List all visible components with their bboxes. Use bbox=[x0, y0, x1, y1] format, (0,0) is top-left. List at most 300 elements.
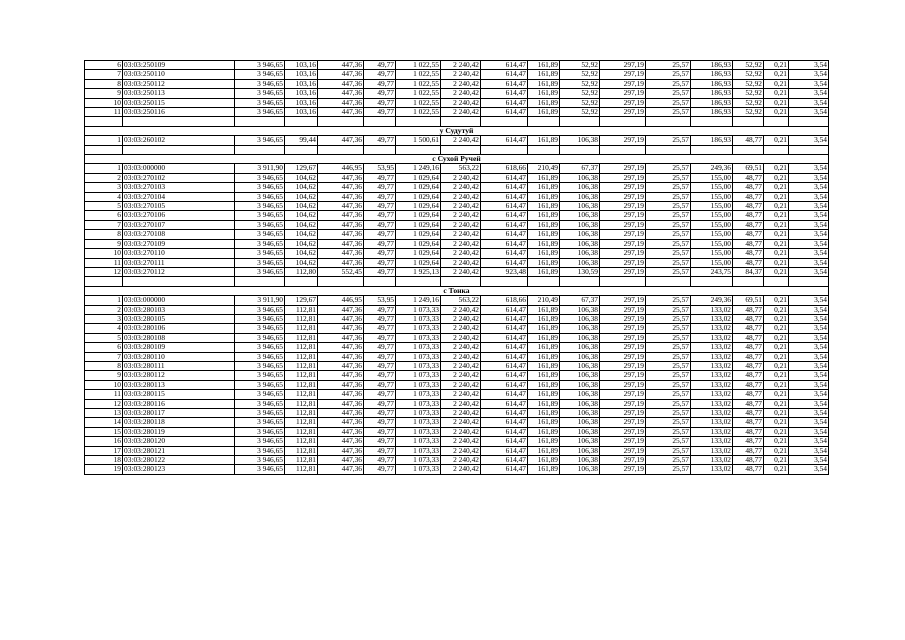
value-cell: 2 240,42 bbox=[441, 61, 481, 70]
value-cell: 447,36 bbox=[318, 465, 364, 474]
empty-cell bbox=[123, 277, 235, 286]
value-cell: 614,47 bbox=[481, 418, 528, 427]
cadastral-code-cell: 03:03:270110 bbox=[123, 249, 235, 258]
empty-cell bbox=[364, 117, 396, 126]
value-cell: 130,59 bbox=[560, 267, 600, 276]
value-cell: 52,92 bbox=[733, 61, 764, 70]
value-cell: 3 946,65 bbox=[235, 446, 285, 455]
value-cell: 2 240,42 bbox=[441, 456, 481, 465]
empty-cell bbox=[318, 117, 364, 126]
value-cell: 106,38 bbox=[560, 437, 600, 446]
value-cell: 2 240,42 bbox=[441, 173, 481, 182]
value-cell: 161,89 bbox=[528, 89, 560, 98]
value-cell: 2 240,42 bbox=[441, 324, 481, 333]
value-cell: 52,92 bbox=[560, 70, 600, 79]
value-cell: 447,36 bbox=[318, 70, 364, 79]
value-cell: 447,36 bbox=[318, 61, 364, 70]
value-cell: 2 240,42 bbox=[441, 183, 481, 192]
value-cell: 614,47 bbox=[481, 211, 528, 220]
value-cell: 0,21 bbox=[764, 70, 789, 79]
empty-cell bbox=[691, 117, 733, 126]
value-cell: 161,89 bbox=[528, 136, 560, 145]
value-cell: 161,89 bbox=[528, 305, 560, 314]
value-cell: 447,36 bbox=[318, 408, 364, 417]
value-cell: 3,54 bbox=[789, 249, 829, 258]
empty-cell bbox=[123, 145, 235, 154]
value-cell: 2 240,42 bbox=[441, 239, 481, 248]
empty-cell bbox=[691, 277, 733, 286]
value-cell: 161,89 bbox=[528, 202, 560, 211]
spacer-row bbox=[85, 145, 829, 154]
value-cell: 103,16 bbox=[285, 98, 318, 107]
value-cell: 49,77 bbox=[364, 136, 396, 145]
value-cell: 2 240,42 bbox=[441, 343, 481, 352]
value-cell: 3 946,65 bbox=[235, 314, 285, 323]
value-cell: 2 240,42 bbox=[441, 352, 481, 361]
value-cell: 0,21 bbox=[764, 399, 789, 408]
value-cell: 49,77 bbox=[364, 314, 396, 323]
value-cell: 447,36 bbox=[318, 333, 364, 342]
row-number-cell: 7 bbox=[85, 220, 123, 229]
value-cell: 48,77 bbox=[733, 399, 764, 408]
value-cell: 0,21 bbox=[764, 390, 789, 399]
value-cell: 1 029,64 bbox=[396, 183, 441, 192]
value-cell: 1 029,64 bbox=[396, 258, 441, 267]
row-number-cell: 11 bbox=[85, 108, 123, 117]
value-cell: 614,47 bbox=[481, 108, 528, 117]
value-cell: 112,81 bbox=[285, 446, 318, 455]
empty-cell bbox=[123, 117, 235, 126]
value-cell: 25,57 bbox=[646, 267, 691, 276]
empty-cell bbox=[733, 277, 764, 286]
value-cell: 297,19 bbox=[600, 427, 646, 436]
value-cell: 133,02 bbox=[691, 333, 733, 342]
value-cell: 3,54 bbox=[789, 164, 829, 173]
value-cell: 48,77 bbox=[733, 305, 764, 314]
value-cell: 155,00 bbox=[691, 183, 733, 192]
value-cell: 25,57 bbox=[646, 305, 691, 314]
value-cell: 69,51 bbox=[733, 296, 764, 305]
value-cell: 104,62 bbox=[285, 211, 318, 220]
value-cell: 447,36 bbox=[318, 136, 364, 145]
table-row bbox=[85, 408, 829, 417]
value-cell: 1 073,33 bbox=[396, 390, 441, 399]
empty-cell bbox=[85, 145, 123, 154]
empty-cell bbox=[528, 145, 560, 154]
row-number-cell: 4 bbox=[85, 192, 123, 201]
cadastral-code-cell: 03:03:280118 bbox=[123, 418, 235, 427]
value-cell: 48,77 bbox=[733, 361, 764, 370]
value-cell: 297,19 bbox=[600, 79, 646, 88]
value-cell: 447,36 bbox=[318, 437, 364, 446]
value-cell: 1 022,55 bbox=[396, 79, 441, 88]
value-cell: 614,47 bbox=[481, 249, 528, 258]
value-cell: 161,89 bbox=[528, 380, 560, 389]
value-cell: 563,22 bbox=[441, 296, 481, 305]
value-cell: 614,47 bbox=[481, 446, 528, 455]
empty-cell bbox=[733, 117, 764, 126]
value-cell: 25,57 bbox=[646, 437, 691, 446]
value-cell: 48,77 bbox=[733, 136, 764, 145]
value-cell: 614,47 bbox=[481, 79, 528, 88]
value-cell: 25,57 bbox=[646, 446, 691, 455]
value-cell: 25,57 bbox=[646, 173, 691, 182]
row-number-cell: 3 bbox=[85, 183, 123, 192]
value-cell: 155,00 bbox=[691, 249, 733, 258]
value-cell: 1 073,33 bbox=[396, 343, 441, 352]
value-cell: 161,89 bbox=[528, 239, 560, 248]
value-cell: 48,77 bbox=[733, 390, 764, 399]
value-cell: 161,89 bbox=[528, 437, 560, 446]
section-title: у Судутуй bbox=[85, 126, 829, 135]
table-row bbox=[85, 70, 829, 79]
table-row bbox=[85, 296, 829, 305]
value-cell: 48,77 bbox=[733, 371, 764, 380]
empty-cell bbox=[396, 117, 441, 126]
row-number-cell: 16 bbox=[85, 437, 123, 446]
value-cell: 2 240,42 bbox=[441, 267, 481, 276]
table-row bbox=[85, 427, 829, 436]
row-number-cell: 19 bbox=[85, 465, 123, 474]
row-number-cell: 15 bbox=[85, 427, 123, 436]
value-cell: 112,81 bbox=[285, 465, 318, 474]
table-row bbox=[85, 333, 829, 342]
value-cell: 3 946,65 bbox=[235, 249, 285, 258]
value-cell: 25,57 bbox=[646, 192, 691, 201]
row-number-cell: 10 bbox=[85, 380, 123, 389]
value-cell: 2 240,42 bbox=[441, 314, 481, 323]
value-cell: 0,21 bbox=[764, 239, 789, 248]
value-cell: 614,47 bbox=[481, 427, 528, 436]
value-cell: 447,36 bbox=[318, 173, 364, 182]
cadastral-code-cell: 03:03:250116 bbox=[123, 108, 235, 117]
value-cell: 1 073,33 bbox=[396, 352, 441, 361]
value-cell: 48,77 bbox=[733, 202, 764, 211]
value-cell: 25,57 bbox=[646, 380, 691, 389]
value-cell: 3 946,65 bbox=[235, 192, 285, 201]
empty-cell bbox=[481, 117, 528, 126]
table-row bbox=[85, 220, 829, 229]
value-cell: 48,77 bbox=[733, 183, 764, 192]
value-cell: 2 240,42 bbox=[441, 380, 481, 389]
value-cell: 297,19 bbox=[600, 249, 646, 258]
table-row bbox=[85, 343, 829, 352]
row-number-cell: 5 bbox=[85, 333, 123, 342]
table-row bbox=[85, 390, 829, 399]
value-cell: 614,47 bbox=[481, 371, 528, 380]
value-cell: 297,19 bbox=[600, 408, 646, 417]
value-cell: 133,02 bbox=[691, 427, 733, 436]
value-cell: 133,02 bbox=[691, 314, 733, 323]
value-cell: 614,47 bbox=[481, 305, 528, 314]
value-cell: 3 946,65 bbox=[235, 427, 285, 436]
row-number-cell: 1 bbox=[85, 164, 123, 173]
cadastral-code-cell: 03:03:270111 bbox=[123, 258, 235, 267]
value-cell: 25,57 bbox=[646, 230, 691, 239]
value-cell: 3 946,65 bbox=[235, 239, 285, 248]
value-cell: 48,77 bbox=[733, 437, 764, 446]
value-cell: 186,93 bbox=[691, 98, 733, 107]
value-cell: 3 946,65 bbox=[235, 108, 285, 117]
value-cell: 3,54 bbox=[789, 371, 829, 380]
table-body bbox=[85, 61, 829, 475]
value-cell: 3,54 bbox=[789, 296, 829, 305]
value-cell: 1 022,55 bbox=[396, 61, 441, 70]
value-cell: 3,54 bbox=[789, 230, 829, 239]
value-cell: 3 946,65 bbox=[235, 136, 285, 145]
value-cell: 3,54 bbox=[789, 390, 829, 399]
value-cell: 614,47 bbox=[481, 258, 528, 267]
value-cell: 112,81 bbox=[285, 437, 318, 446]
value-cell: 161,89 bbox=[528, 343, 560, 352]
empty-cell bbox=[691, 145, 733, 154]
value-cell: 186,93 bbox=[691, 136, 733, 145]
value-cell: 3 946,65 bbox=[235, 258, 285, 267]
value-cell: 49,77 bbox=[364, 239, 396, 248]
value-cell: 3 946,65 bbox=[235, 173, 285, 182]
value-cell: 3,54 bbox=[789, 211, 829, 220]
value-cell: 106,38 bbox=[560, 220, 600, 229]
value-cell: 161,89 bbox=[528, 108, 560, 117]
value-cell: 297,19 bbox=[600, 380, 646, 389]
value-cell: 3 946,65 bbox=[235, 371, 285, 380]
value-cell: 2 240,42 bbox=[441, 98, 481, 107]
value-cell: 106,38 bbox=[560, 371, 600, 380]
value-cell: 1 029,64 bbox=[396, 192, 441, 201]
value-cell: 3 946,65 bbox=[235, 211, 285, 220]
empty-cell bbox=[646, 277, 691, 286]
value-cell: 0,21 bbox=[764, 136, 789, 145]
cadastral-code-cell: 03:03:270107 bbox=[123, 220, 235, 229]
value-cell: 161,89 bbox=[528, 324, 560, 333]
cadastral-code-cell: 03:03:280105 bbox=[123, 314, 235, 323]
value-cell: 133,02 bbox=[691, 380, 733, 389]
value-cell: 297,19 bbox=[600, 465, 646, 474]
empty-cell bbox=[733, 145, 764, 154]
value-cell: 161,89 bbox=[528, 79, 560, 88]
value-cell: 49,77 bbox=[364, 183, 396, 192]
value-cell: 0,21 bbox=[764, 465, 789, 474]
value-cell: 49,77 bbox=[364, 324, 396, 333]
value-cell: 0,21 bbox=[764, 173, 789, 182]
document-page bbox=[84, 60, 828, 475]
cadastral-code-cell: 03:03:250115 bbox=[123, 98, 235, 107]
value-cell: 614,47 bbox=[481, 408, 528, 417]
value-cell: 297,19 bbox=[600, 371, 646, 380]
value-cell: 3 946,65 bbox=[235, 70, 285, 79]
value-cell: 106,38 bbox=[560, 314, 600, 323]
value-cell: 0,21 bbox=[764, 249, 789, 258]
value-cell: 1 073,33 bbox=[396, 465, 441, 474]
value-cell: 297,19 bbox=[600, 399, 646, 408]
value-cell: 106,38 bbox=[560, 446, 600, 455]
value-cell: 447,36 bbox=[318, 305, 364, 314]
value-cell: 297,19 bbox=[600, 98, 646, 107]
value-cell: 161,89 bbox=[528, 408, 560, 417]
value-cell: 25,57 bbox=[646, 361, 691, 370]
value-cell: 48,77 bbox=[733, 333, 764, 342]
empty-cell bbox=[364, 277, 396, 286]
value-cell: 3 946,65 bbox=[235, 183, 285, 192]
value-cell: 297,19 bbox=[600, 70, 646, 79]
empty-cell bbox=[560, 277, 600, 286]
value-cell: 48,77 bbox=[733, 408, 764, 417]
value-cell: 25,57 bbox=[646, 164, 691, 173]
value-cell: 48,77 bbox=[733, 465, 764, 474]
value-cell: 133,02 bbox=[691, 437, 733, 446]
value-cell: 1 073,33 bbox=[396, 305, 441, 314]
value-cell: 99,44 bbox=[285, 136, 318, 145]
cadastral-code-cell: 03:03:270106 bbox=[123, 211, 235, 220]
cadastral-code-cell: 03:03:280103 bbox=[123, 305, 235, 314]
value-cell: 0,21 bbox=[764, 192, 789, 201]
value-cell: 1 029,64 bbox=[396, 249, 441, 258]
value-cell: 614,47 bbox=[481, 361, 528, 370]
value-cell: 49,77 bbox=[364, 61, 396, 70]
value-cell: 0,21 bbox=[764, 343, 789, 352]
value-cell: 49,77 bbox=[364, 173, 396, 182]
value-cell: 297,19 bbox=[600, 61, 646, 70]
value-cell: 3,54 bbox=[789, 136, 829, 145]
cadastral-code-cell: 03:03:280108 bbox=[123, 333, 235, 342]
value-cell: 2 240,42 bbox=[441, 136, 481, 145]
value-cell: 3,54 bbox=[789, 258, 829, 267]
value-cell: 447,36 bbox=[318, 371, 364, 380]
value-cell: 112,81 bbox=[285, 343, 318, 352]
value-cell: 614,47 bbox=[481, 192, 528, 201]
value-cell: 2 240,42 bbox=[441, 305, 481, 314]
spacer-row bbox=[85, 277, 829, 286]
value-cell: 2 240,42 bbox=[441, 202, 481, 211]
value-cell: 0,21 bbox=[764, 408, 789, 417]
value-cell: 243,75 bbox=[691, 267, 733, 276]
value-cell: 25,57 bbox=[646, 352, 691, 361]
value-cell: 3 946,65 bbox=[235, 418, 285, 427]
cadastral-code-cell: 03:03:280109 bbox=[123, 343, 235, 352]
row-number-cell: 1 bbox=[85, 296, 123, 305]
empty-cell bbox=[789, 277, 829, 286]
value-cell: 48,77 bbox=[733, 220, 764, 229]
value-cell: 112,81 bbox=[285, 324, 318, 333]
value-cell: 0,21 bbox=[764, 211, 789, 220]
value-cell: 618,66 bbox=[481, 296, 528, 305]
value-cell: 133,02 bbox=[691, 352, 733, 361]
value-cell: 0,21 bbox=[764, 220, 789, 229]
value-cell: 3 946,65 bbox=[235, 202, 285, 211]
value-cell: 1 022,55 bbox=[396, 98, 441, 107]
value-cell: 104,62 bbox=[285, 220, 318, 229]
value-cell: 2 240,42 bbox=[441, 427, 481, 436]
value-cell: 614,47 bbox=[481, 202, 528, 211]
table-row bbox=[85, 399, 829, 408]
value-cell: 103,16 bbox=[285, 108, 318, 117]
value-cell: 614,47 bbox=[481, 343, 528, 352]
tariff-table bbox=[84, 60, 829, 475]
empty-cell bbox=[318, 277, 364, 286]
value-cell: 3 946,65 bbox=[235, 437, 285, 446]
empty-cell bbox=[481, 145, 528, 154]
table-row bbox=[85, 89, 829, 98]
empty-cell bbox=[318, 145, 364, 154]
table-row bbox=[85, 79, 829, 88]
row-number-cell: 9 bbox=[85, 89, 123, 98]
cadastral-code-cell: 03:03:270112 bbox=[123, 267, 235, 276]
empty-cell bbox=[560, 117, 600, 126]
empty-cell bbox=[85, 277, 123, 286]
value-cell: 155,00 bbox=[691, 192, 733, 201]
value-cell: 25,57 bbox=[646, 89, 691, 98]
value-cell: 2 240,42 bbox=[441, 418, 481, 427]
value-cell: 103,16 bbox=[285, 61, 318, 70]
value-cell: 48,77 bbox=[733, 324, 764, 333]
value-cell: 0,21 bbox=[764, 183, 789, 192]
value-cell: 1 073,33 bbox=[396, 427, 441, 436]
value-cell: 2 240,42 bbox=[441, 79, 481, 88]
row-number-cell: 8 bbox=[85, 79, 123, 88]
value-cell: 3 946,65 bbox=[235, 98, 285, 107]
value-cell: 2 240,42 bbox=[441, 211, 481, 220]
value-cell: 25,57 bbox=[646, 390, 691, 399]
value-cell: 112,81 bbox=[285, 361, 318, 370]
value-cell: 447,36 bbox=[318, 192, 364, 201]
cadastral-code-cell: 03:03:250109 bbox=[123, 61, 235, 70]
value-cell: 106,38 bbox=[560, 418, 600, 427]
table-row bbox=[85, 380, 829, 389]
value-cell: 186,93 bbox=[691, 108, 733, 117]
empty-cell bbox=[789, 145, 829, 154]
value-cell: 49,77 bbox=[364, 418, 396, 427]
table-row bbox=[85, 361, 829, 370]
value-cell: 49,77 bbox=[364, 70, 396, 79]
value-cell: 25,57 bbox=[646, 456, 691, 465]
value-cell: 133,02 bbox=[691, 305, 733, 314]
empty-cell bbox=[285, 277, 318, 286]
value-cell: 49,77 bbox=[364, 98, 396, 107]
value-cell: 0,21 bbox=[764, 267, 789, 276]
value-cell: 447,36 bbox=[318, 324, 364, 333]
value-cell: 52,92 bbox=[733, 108, 764, 117]
value-cell: 49,77 bbox=[364, 399, 396, 408]
row-number-cell: 1 bbox=[85, 136, 123, 145]
value-cell: 133,02 bbox=[691, 399, 733, 408]
value-cell: 106,38 bbox=[560, 305, 600, 314]
empty-cell bbox=[528, 277, 560, 286]
value-cell: 2 240,42 bbox=[441, 220, 481, 229]
value-cell: 106,38 bbox=[560, 380, 600, 389]
value-cell: 112,81 bbox=[285, 352, 318, 361]
section-title: с Сухой Ручей bbox=[85, 155, 829, 164]
table-row bbox=[85, 418, 829, 427]
empty-cell bbox=[364, 145, 396, 154]
value-cell: 618,66 bbox=[481, 164, 528, 173]
value-cell: 0,21 bbox=[764, 324, 789, 333]
empty-cell bbox=[441, 145, 481, 154]
value-cell: 3,54 bbox=[789, 267, 829, 276]
value-cell: 1 073,33 bbox=[396, 314, 441, 323]
table-row bbox=[85, 437, 829, 446]
value-cell: 25,57 bbox=[646, 220, 691, 229]
value-cell: 1 029,64 bbox=[396, 239, 441, 248]
value-cell: 447,36 bbox=[318, 399, 364, 408]
value-cell: 161,89 bbox=[528, 192, 560, 201]
value-cell: 297,19 bbox=[600, 343, 646, 352]
empty-cell bbox=[396, 277, 441, 286]
value-cell: 1 073,33 bbox=[396, 418, 441, 427]
value-cell: 106,38 bbox=[560, 192, 600, 201]
value-cell: 2 240,42 bbox=[441, 258, 481, 267]
value-cell: 447,36 bbox=[318, 446, 364, 455]
value-cell: 614,47 bbox=[481, 136, 528, 145]
